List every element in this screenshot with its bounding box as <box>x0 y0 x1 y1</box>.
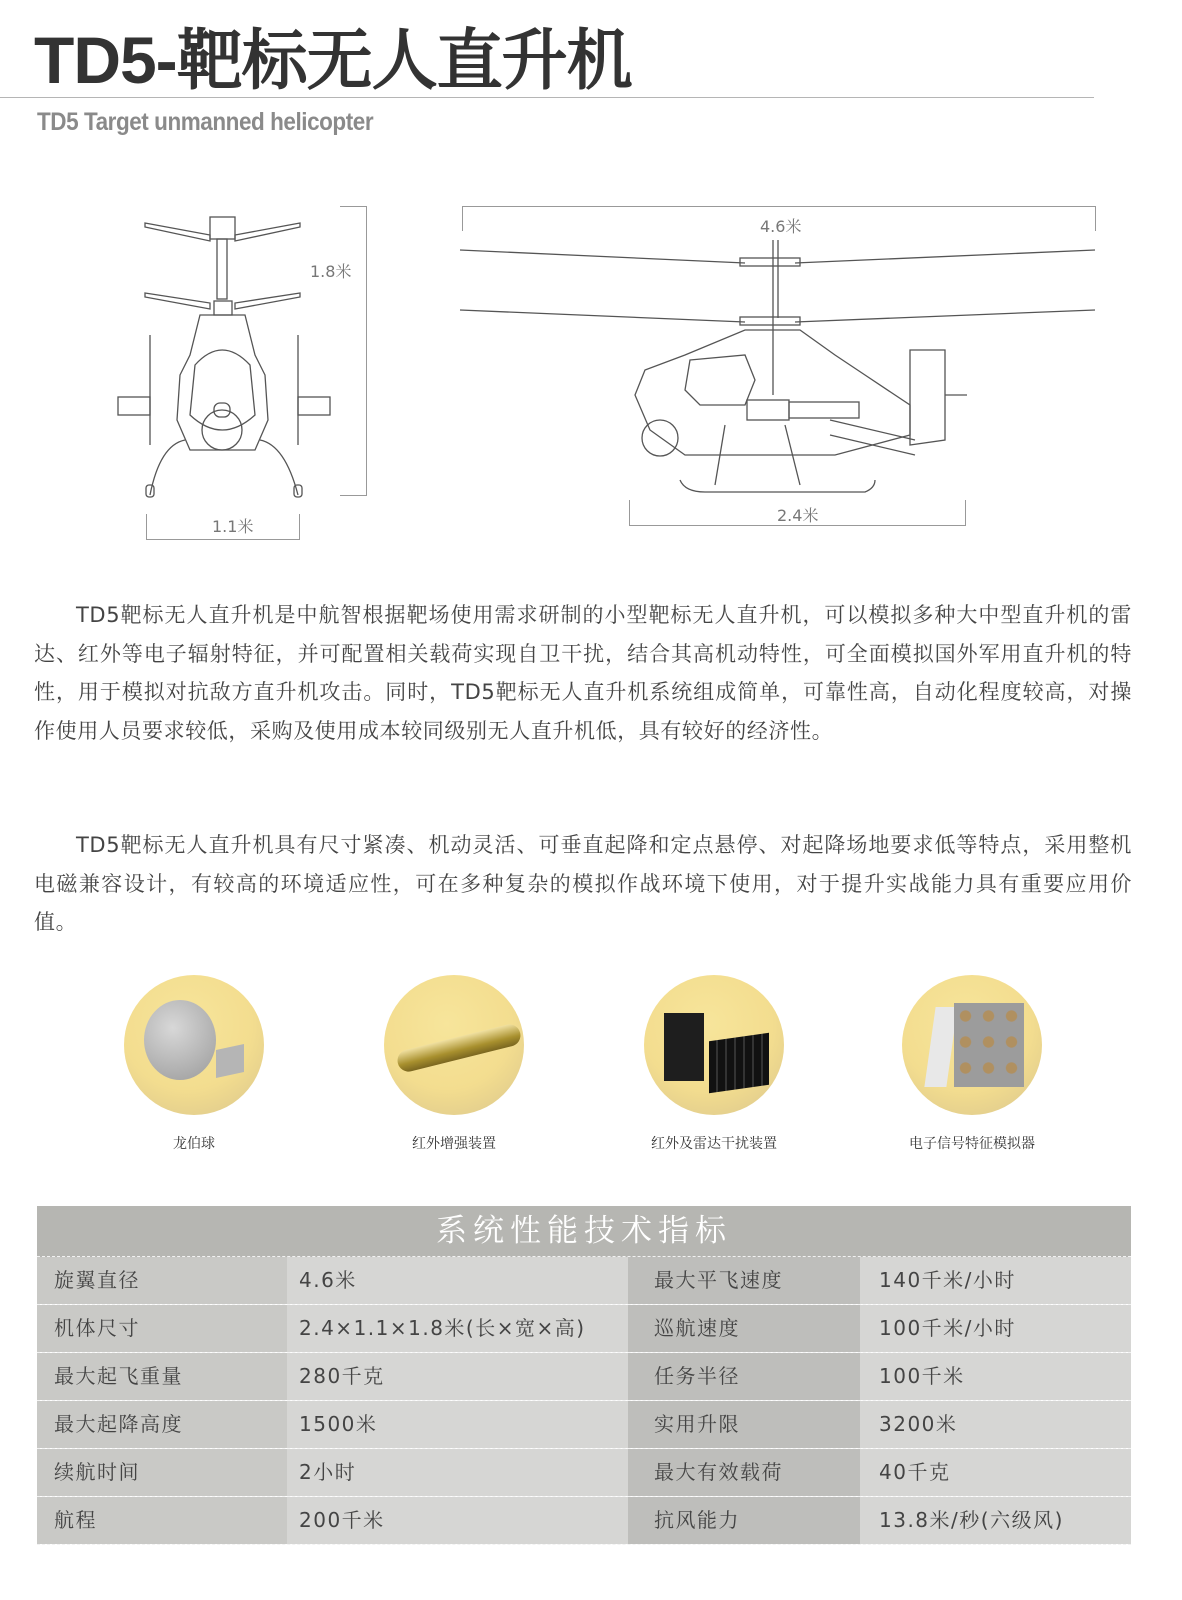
spec-value: 1500米 <box>287 1401 628 1448</box>
paragraph-text: TD5靶标无人直升机是中航智根据靶场使用需求研制的小型靶标无人直升机，可以模拟多种大中型直升机的雷达、红外等电子辐射特征，并可配置相关载荷实现自卫干扰，结合其高机动特性，可全面模拟国外军用直升机的特性，用于模拟对抗敌方直升机攻击。同时，TD5靶标无人直升机系统组成简单，可靠性高，自动化程度较高，对操作使用人员要求较低，采购及使用成本较同级别无人直升机低，具有较好的经济性。 <box>34 603 1132 743</box>
ir-radar-jammer-icon <box>644 975 784 1115</box>
payload-infrared-enhancer <box>384 975 524 1152</box>
dimension-tick <box>340 206 366 207</box>
width-label: 1.1米 <box>212 517 254 536</box>
spec-value: 200千米 <box>287 1497 628 1544</box>
description-paragraph-1 <box>34 596 1132 750</box>
spec-label: 实用升限 <box>628 1401 860 1448</box>
spec-label: 最大平飞速度 <box>628 1257 860 1304</box>
rotor-dimension-line <box>462 206 1096 207</box>
payload-luneburg-ball <box>124 975 264 1152</box>
width-dimension-line <box>146 539 300 540</box>
spec-value: 280千克 <box>287 1353 628 1400</box>
signal-simulator-icon <box>902 975 1042 1115</box>
dimension-tick <box>340 495 366 496</box>
table-row <box>37 1497 1131 1545</box>
rotor-diameter-label: 4.6米 <box>760 217 802 236</box>
dimension-tick <box>299 514 300 539</box>
spec-label: 续航时间 <box>37 1449 287 1496</box>
description-paragraph-2 <box>34 826 1132 942</box>
spec-label: 抗风能力 <box>628 1497 860 1544</box>
dimension-tick <box>462 206 463 231</box>
table-row <box>37 1257 1131 1305</box>
spec-label: 任务半径 <box>628 1353 860 1400</box>
spec-table-title: 系统性能技术指标 <box>37 1206 1131 1257</box>
table-row <box>37 1401 1131 1449</box>
spec-label: 旋翼直径 <box>37 1257 287 1304</box>
payload-label: 红外及雷达干扰装置 <box>651 1136 777 1152</box>
dimension-tick <box>965 500 966 525</box>
spec-table <box>37 1206 1131 1545</box>
luneburg-ball-icon <box>124 975 264 1115</box>
spec-value: 100千米/小时 <box>860 1305 1131 1352</box>
spec-value: 100千米 <box>860 1353 1131 1400</box>
height-label: 1.8米 <box>310 262 352 281</box>
title-divider <box>0 97 1094 98</box>
page-subtitle: TD5 Target unmanned helicopter <box>37 108 374 136</box>
spec-value: 2小时 <box>287 1449 628 1496</box>
spec-value: 140千米/小时 <box>860 1257 1131 1304</box>
helicopter-front-icon <box>110 205 340 505</box>
spec-value: 13.8米/秒(六级风) <box>860 1497 1131 1544</box>
table-row <box>37 1305 1131 1353</box>
dimension-tick <box>146 514 147 539</box>
spec-label: 最大起飞重量 <box>37 1353 287 1400</box>
payload-label: 电子信号特征模拟器 <box>909 1136 1035 1152</box>
payload-label: 龙伯球 <box>173 1136 215 1152</box>
dimension-tick <box>629 500 630 525</box>
length-label: 2.4米 <box>777 506 819 525</box>
spec-label: 巡航速度 <box>628 1305 860 1352</box>
table-row <box>37 1449 1131 1497</box>
spec-label: 机体尺寸 <box>37 1305 287 1352</box>
spec-value: 2.4×1.1×1.8米(长×宽×高) <box>287 1305 628 1352</box>
payload-ir-radar-jammer <box>644 975 784 1152</box>
paragraph-text: TD5靶标无人直升机具有尺寸紧凑、机动灵活、可垂直起降和定点悬停、对起降场地要求低等特点，采用整机电磁兼容设计，有较高的环境适应性，可在多种复杂的模拟作战环境下使用，对于提升实战能力具有重要应用价值。 <box>34 833 1132 934</box>
spec-value: 40千克 <box>860 1449 1131 1496</box>
table-row <box>37 1353 1131 1401</box>
payload-label: 红外增强装置 <box>412 1136 496 1152</box>
spec-value: 3200米 <box>860 1401 1131 1448</box>
spec-label: 最大有效载荷 <box>628 1449 860 1496</box>
height-dimension-line <box>366 206 367 496</box>
dimension-tick <box>1095 206 1096 231</box>
spec-label: 航程 <box>37 1497 287 1544</box>
payload-signal-simulator <box>902 975 1042 1152</box>
spec-label: 最大起降高度 <box>37 1401 287 1448</box>
infrared-enhancer-icon <box>384 975 524 1115</box>
helicopter-side-icon <box>455 240 1105 500</box>
page-title: TD5-靶标无人直升机 <box>34 23 632 97</box>
spec-value: 4.6米 <box>287 1257 628 1304</box>
